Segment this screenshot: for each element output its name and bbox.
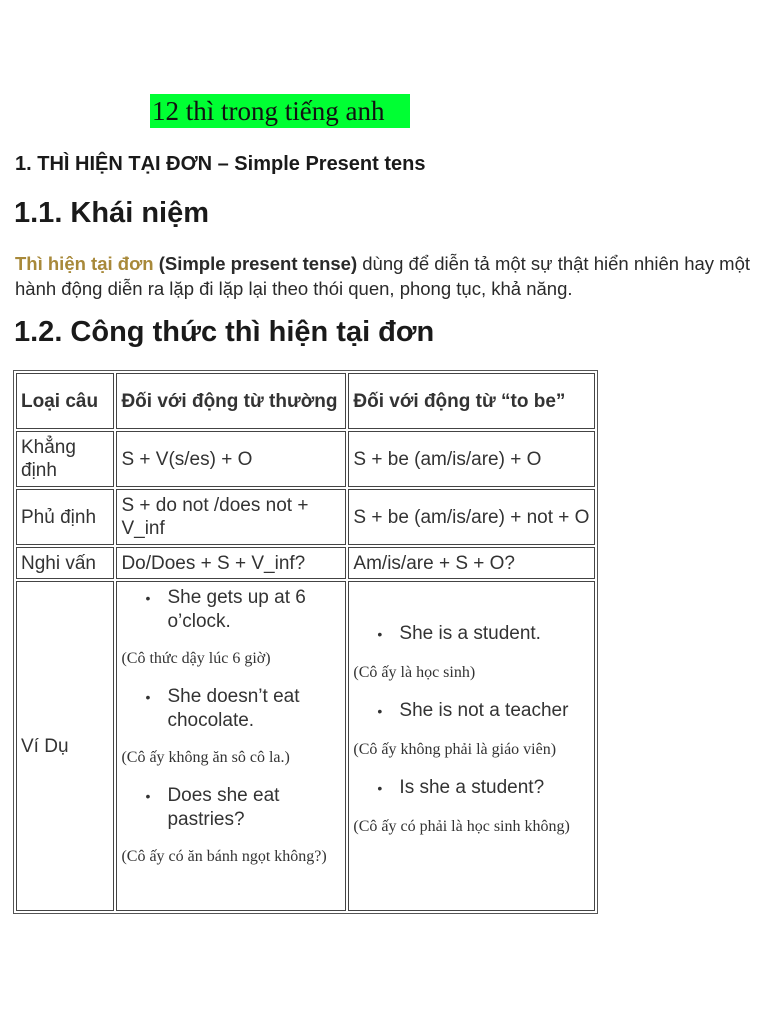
formula-cell: S + V(s/es) + O <box>116 431 346 487</box>
example-list <box>121 784 341 832</box>
formula-cell: S + do not /does not + V_inf <box>116 489 346 545</box>
example-translation: (Cô ấy có phải là học sinh không) <box>353 818 570 835</box>
example-sentence: • Is she a student? <box>399 776 590 800</box>
row-label: Khẳng định <box>16 431 114 487</box>
example-translation: (Cô ấy không phải là giáo viên) <box>353 741 557 758</box>
document-title: 12 thì trong tiếng anh <box>150 94 410 128</box>
formula-cell: Am/is/are + S + O? <box>348 547 595 579</box>
subsection-heading-concept: 1.1. Khái niệm <box>14 197 210 229</box>
example-list <box>353 699 590 723</box>
table-header-row <box>16 373 595 429</box>
section-heading: 1. THÌ HIỆN TẠI ĐƠN – Simple Present tens <box>15 153 426 175</box>
header-cell-sentence-type: Loại câu <box>16 373 114 429</box>
table-row-examples <box>16 581 595 911</box>
example-list <box>353 622 590 646</box>
example-list <box>121 586 341 634</box>
examples-regular-cell <box>116 581 346 911</box>
definition-paragraph <box>15 251 767 301</box>
header-cell-to-be: Đối với động từ “to be” <box>348 373 595 429</box>
subsection-heading-formula: 1.2. Công thức thì hiện tại đơn <box>14 316 435 348</box>
example-translation: (Cô thức dậy lúc 6 giờ) <box>121 650 271 667</box>
table-row-negative <box>16 489 595 545</box>
example-translation: (Cô ấy không ăn sô cô la.) <box>121 749 290 766</box>
definition-term-vi: Thì hiện tại đơn <box>15 253 154 274</box>
table-row-affirmative <box>16 431 595 487</box>
example-sentence: • Does she eat pastries? <box>167 784 341 832</box>
formula-cell: Do/Does + S + V_inf? <box>116 547 346 579</box>
row-label: Nghi vấn <box>16 547 114 579</box>
row-label: Phủ định <box>16 489 114 545</box>
example-sentence: • She is a student. <box>399 622 590 646</box>
definition-term-en: (Simple present tense) <box>158 253 358 274</box>
example-sentence: • She is not a teacher <box>399 699 590 723</box>
example-sentence: • She gets up at 6 o’clock. <box>167 586 341 634</box>
formula-cell: S + be (am/is/are) + O <box>348 431 595 487</box>
header-cell-regular-verb: Đối với động từ thường <box>116 373 346 429</box>
example-translation: (Cô ấy là học sinh) <box>353 664 476 681</box>
example-sentence: • She doesn’t eat chocolate. <box>167 685 341 733</box>
formula-table <box>13 370 598 914</box>
example-list <box>121 685 341 733</box>
table-row-interrogative <box>16 547 595 579</box>
example-list <box>353 776 590 800</box>
formula-cell: S + be (am/is/are) + not + O <box>348 489 595 545</box>
row-label: Ví Dụ <box>16 581 114 911</box>
example-translation: (Cô ấy có ăn bánh ngọt không?) <box>121 848 327 865</box>
definition-text: dùng để diễn tả một sự thật hiển nhiên hay một hành động diễn ra lặp đi lặp lại theo thói quen, phong tục, khả năng. <box>15 253 751 299</box>
examples-tobe-cell <box>348 581 595 911</box>
